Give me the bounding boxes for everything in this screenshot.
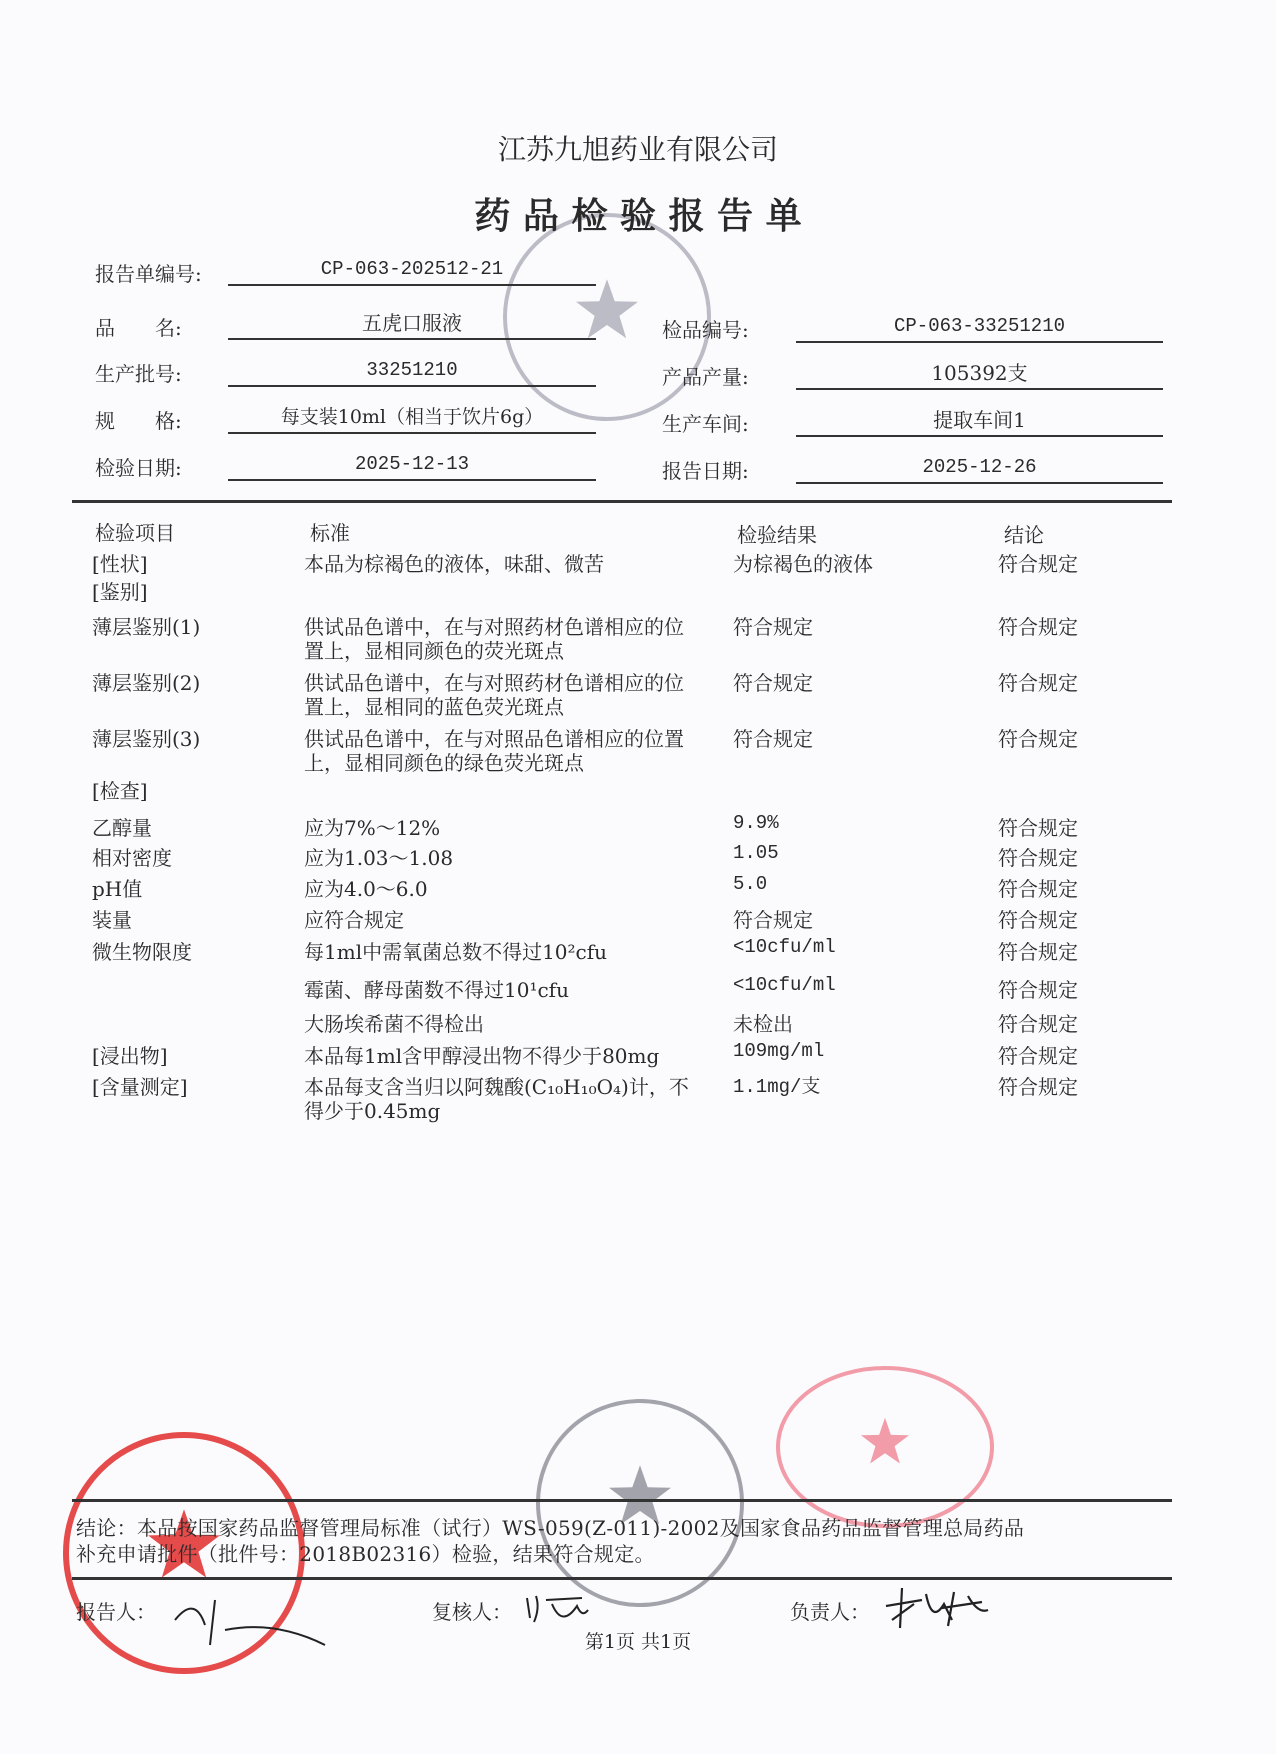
row-result: 5.0 — [733, 873, 768, 895]
row-result: 为棕褐色的液体 — [733, 552, 873, 576]
row-conclusion: 符合规定 — [998, 877, 1078, 901]
row-conclusion: 符合规定 — [998, 908, 1078, 932]
row-result: 符合规定 — [733, 671, 813, 695]
row-item: 薄层鉴别(3) — [92, 727, 201, 751]
row-standard-cont: 置上，显相同的蓝色荧光斑点 — [304, 695, 564, 719]
row-item: 微生物限度 — [92, 940, 192, 964]
row-standard: 大肠埃希菌不得检出 — [304, 1012, 484, 1036]
row-result: <10cfu/ml — [733, 936, 836, 958]
output-label: 产品产量: — [662, 365, 749, 389]
product-name-value: 五虎口服液 — [228, 310, 596, 340]
sample-no-value: CP-063-33251210 — [796, 313, 1163, 343]
row-result: 符合规定 — [733, 615, 813, 639]
row-standard: 应为1.03～1.08 — [304, 846, 454, 870]
row-standard: 供试品色谱中，在与对照药材色谱相应的位 — [304, 615, 684, 639]
reviewer-signature — [522, 1588, 592, 1628]
row-conclusion: 符合规定 — [998, 816, 1078, 840]
divider — [72, 500, 1172, 503]
row-conclusion: 符合规定 — [998, 727, 1078, 751]
row-result: 109mg/ml — [733, 1040, 825, 1062]
row-item: [浸出物] — [92, 1044, 168, 1068]
row-standard: 霉菌、酵母菌数不得过10¹cfu — [304, 978, 569, 1002]
report-no-value: CP-063-202512-21 — [228, 256, 596, 286]
product-name-label: 品 名: — [95, 316, 182, 340]
row-conclusion: 符合规定 — [998, 671, 1078, 695]
row-conclusion: 符合规定 — [998, 846, 1078, 870]
batch-no-value: 33251210 — [228, 357, 596, 387]
col-header-conclusion: 结论 — [1004, 523, 1044, 547]
row-standard: 本品为棕褐色的液体，味甜、微苦 — [304, 552, 604, 576]
row-item: 乙醇量 — [92, 816, 152, 840]
row-result: 9.9% — [733, 812, 779, 834]
row-result: 未检出 — [733, 1012, 793, 1036]
row-standard: 本品每1ml含甲醇浸出物不得少于80mg — [304, 1044, 660, 1068]
row-item: 薄层鉴别(1) — [92, 615, 201, 639]
row-item: [含量测定] — [92, 1075, 188, 1099]
report-no-label: 报告单编号: — [95, 262, 202, 286]
reviewer-label: 复核人： — [432, 1600, 512, 1624]
row-conclusion: 符合规定 — [998, 1012, 1078, 1036]
spec-label: 规 格: — [95, 409, 182, 433]
row-standard: 供试品色谱中，在与对照药材色谱相应的位 — [304, 671, 684, 695]
conclusion-line-2: 补充申请批件（批件号：2018B02316）检验，结果符合规定。 — [76, 1542, 655, 1566]
row-conclusion: 符合规定 — [998, 940, 1078, 964]
divider — [72, 1499, 1172, 1502]
workshop-value: 提取车间1 — [796, 407, 1163, 437]
row-result: <10cfu/ml — [733, 974, 836, 996]
responsible-label: 负责人： — [790, 1600, 870, 1624]
row-conclusion: 符合规定 — [998, 1044, 1078, 1068]
row-conclusion: 符合规定 — [998, 552, 1078, 576]
row-item: pH值 — [92, 877, 143, 901]
row-conclusion: 符合规定 — [998, 978, 1078, 1002]
row-item: 相对密度 — [92, 846, 172, 870]
page-number: 第1页 共1页 — [584, 1631, 692, 1653]
workshop-label: 生产车间: — [662, 412, 749, 436]
row-item: [性状] — [92, 552, 148, 576]
row-item: [检查] — [92, 779, 148, 803]
col-header-result: 检验结果 — [737, 523, 817, 547]
row-result: 1.05 — [733, 842, 779, 864]
divider — [72, 1577, 1172, 1580]
page-title: 药 品 检 验 报 告 单 — [474, 195, 802, 237]
row-standard: 应为4.0～6.0 — [304, 877, 428, 901]
row-conclusion: 符合规定 — [998, 1075, 1078, 1099]
sample-no-label: 检品编号: — [662, 318, 749, 342]
col-header-standard: 标准 — [310, 521, 350, 545]
row-standard-cont: 得少于0.45mg — [304, 1099, 441, 1123]
row-standard: 每1ml中需氧菌总数不得过10²cfu — [304, 940, 608, 964]
reporter-label: 报告人： — [76, 1600, 156, 1624]
batch-no-label: 生产批号: — [95, 362, 182, 386]
report-date-label: 报告日期: — [662, 459, 749, 483]
row-standard-cont: 上，显相同颜色的绿色荧光斑点 — [304, 751, 584, 775]
row-standard-cont: 置上，显相同颜色的荧光斑点 — [304, 639, 564, 663]
row-result: 符合规定 — [733, 727, 813, 751]
row-item: [鉴别] — [92, 580, 148, 604]
company-name: 江苏九旭药业有限公司 — [497, 133, 778, 166]
test-date-label: 检验日期: — [95, 456, 182, 480]
col-header-item: 检验项目 — [95, 521, 175, 545]
conclusion-line-1: 结论：本品按国家药品监督管理局标准（试行）WS-059(Z-011)-2002及国家食品药品监督管理总局药品 — [76, 1516, 1025, 1540]
test-date-value: 2025-12-13 — [228, 451, 596, 481]
report-date-value: 2025-12-26 — [796, 454, 1163, 484]
row-item: 装量 — [92, 908, 132, 932]
output-value: 105392支 — [796, 360, 1163, 390]
row-item: 薄层鉴别(2) — [92, 671, 201, 695]
row-result: 符合规定 — [733, 908, 813, 932]
row-standard: 应为7%～12% — [304, 816, 441, 840]
row-standard: 供试品色谱中，在与对照品色谱相应的位置 — [304, 727, 684, 751]
row-result: 1.1mg/支 — [733, 1076, 821, 1098]
responsible-signature — [882, 1584, 992, 1630]
row-standard: 应符合规定 — [304, 908, 404, 932]
spec-value: 每支装10ml（相当于饮片6g） — [228, 404, 596, 434]
row-standard: 本品每支含当归以阿魏酸(C₁₀H₁₀O₄)计，不 — [304, 1075, 689, 1099]
row-conclusion: 符合规定 — [998, 615, 1078, 639]
